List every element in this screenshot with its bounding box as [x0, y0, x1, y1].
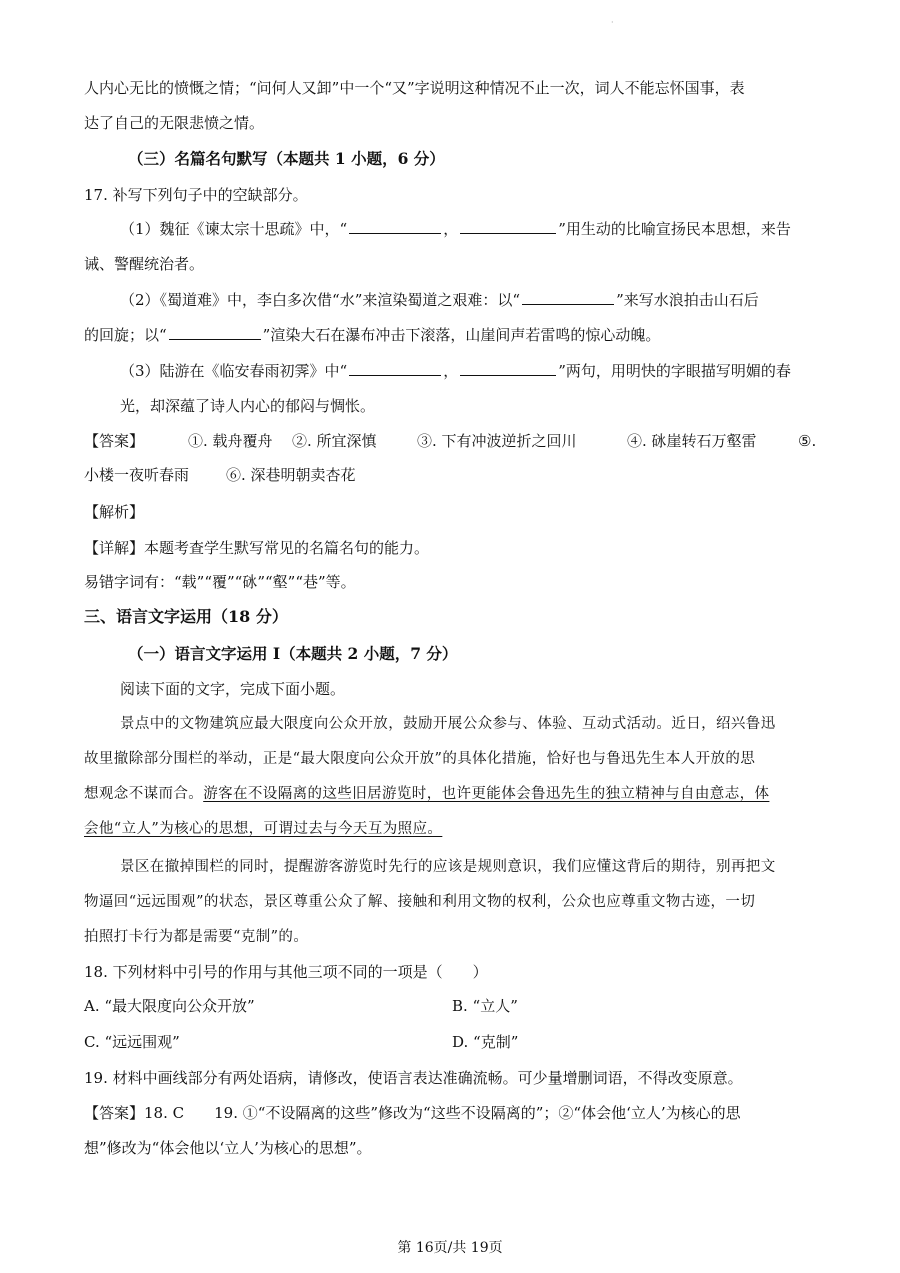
q18-option-d[interactable]: D. “克制”: [452, 1033, 519, 1051]
q17-p3-text-b: ，: [443, 362, 459, 380]
answer-item-1: ①. 载舟覆舟: [188, 432, 273, 450]
q18-option-b[interactable]: B. “立人”: [452, 997, 518, 1015]
answer-blank-1[interactable]: [349, 219, 441, 234]
q19-stem: 19. 材料中画线部分有两处语病，请修改，使语言表达准确流畅。可少量增删词语，不得改变原意。: [84, 1069, 743, 1087]
passage-line-2: 故里撤除部分围栏的举动，正是“最大限度向公众开放”的具体化措施，恰好也与鲁迅先生本人开放的思: [84, 751, 756, 767]
passage-line-7: 拍照打卡行为都是需要“克制”的。: [84, 929, 309, 945]
answer-item-3: ③. 下有冲波逆折之回川: [417, 432, 577, 450]
sub1-heading: （一）语言文字运用 Ⅰ（本题共 2 小题，7 分）: [128, 644, 458, 663]
q17-stem: 17. 补写下列句子中的空缺部分。: [84, 186, 308, 204]
q18-option-a[interactable]: A. “最大限度向公众开放”: [84, 997, 255, 1015]
intro-line-1: 人内心无比的愤慨之情；“问何人又卸”中一个“又”字说明这种情况不止一次，词人不能忘怀国事，表: [84, 79, 745, 97]
part3-heading: 三、语言文字运用（18 分）: [84, 607, 288, 626]
passage-line-6: 物逼回“远远围观”的状态，景区尊重公众了解、接触和利用文物的权利，公众也应尊重文物古迹，一切: [84, 894, 756, 910]
passage-line-3: [84, 783, 769, 805]
q17-p2-text-a: （2）《蜀道难》中，李白多次借“水”来渲染蜀道之艰难：以“: [120, 291, 521, 309]
underlined-sentence-part1: 游客在不设隔离的这些旧居游览时，也许更能体会鲁迅先生的独立精神与自由意志，体: [203, 786, 770, 802]
q17-part2-line1: [120, 289, 759, 311]
read-instruction: 阅读下面的文字，完成下面小题。: [120, 680, 346, 698]
q17-part1-line1: [120, 218, 791, 240]
page-footer: 第 16页/共 19页: [397, 1240, 503, 1256]
q17-answer-line1: [84, 430, 144, 452]
q17-part2-line2: [84, 324, 660, 346]
passage-line-5: 景区在撤掉围栏的同时，提醒游客游览时先行的应该是规则意识，我们应懂这背后的期待，别再把文: [120, 859, 776, 875]
q19-answer-line-2: 想”修改为“体会他以‘立人’为核心的思想”。: [84, 1139, 372, 1157]
q17-p3-text-c: ”两句，用明快的字眼描写明媚的春: [558, 362, 791, 380]
answer-item-5: 小楼一夜听春雨: [84, 466, 190, 484]
q17-p2-text-b: ”来写水浪拍击山石后: [616, 291, 759, 309]
answer-item-5-number: ⑤.: [798, 432, 817, 450]
q18-option-c[interactable]: C. “远远围观”: [84, 1033, 180, 1051]
q17-p1-text-c: ”用生动的比喻宣扬民本思想，来告: [558, 220, 791, 238]
passage-line-4: [84, 818, 442, 840]
detail-text: 【详解】本题考查学生默写常见的名篇名句的能力。: [84, 539, 430, 557]
underlined-sentence-part2: 会他“立人”为核心的思想，可谓过去与今天互为照应。: [84, 821, 443, 837]
typo-note: 易错字词有：“载”“覆”“砯”“壑”“巷”等。: [84, 573, 356, 591]
passage-line-1: 景点中的文物建筑应最大限度向公众开放，鼓励开展公众参与、体验、互动式活动。近日，绍兴鲁迅: [120, 716, 776, 732]
q17-p2-text-d: ”渲染大石在瀑布冲击下滚落，山崖间声若雷鸣的惊心动魄。: [262, 326, 661, 344]
q17-p2-text-c: 的回旋；以“: [84, 326, 167, 344]
q18-stem: 18. 下列材料中引号的作用与其他三项不同的一项是（ ）: [84, 963, 488, 981]
intro-line-2: 达了自己的无限悲愤之情。: [84, 114, 265, 132]
answer-blank-6[interactable]: [460, 361, 556, 376]
q17-part1-line2: 诫、警醒统治者。: [84, 255, 205, 273]
section3-heading: （三）名篇名句默写（本题共 1 小题，6 分）: [128, 149, 445, 168]
answer-item-6: ⑥. 深巷明朝卖杏花: [226, 466, 356, 484]
answer-blank-5[interactable]: [349, 361, 441, 376]
answer-item-4: ④. 砯崖转石万壑雷: [627, 432, 757, 450]
analysis-tag: 【解析】: [84, 503, 145, 521]
answer-tag: 【答案】: [84, 432, 145, 450]
answer-blank-4[interactable]: [169, 325, 261, 340]
answer-blank-3[interactable]: [522, 290, 614, 305]
q17-part3-line1: [120, 360, 791, 382]
answer-blank-2[interactable]: [460, 219, 556, 234]
q17-part3-line2: 光，却深蕴了诗人内心的郁闷与惆怅。: [120, 397, 376, 415]
q17-p1-text-a: （1）魏征《谏太宗十思疏》中，“: [120, 220, 348, 238]
passage-line-3-plain: 想观念不谋而合。: [84, 786, 204, 802]
q19-answer-line-1: 【答案】18. C 19. ①“不设隔离的这些”修改为“这些不设隔离的”；②“体会他‘立人’为核心的思: [84, 1104, 741, 1122]
q17-p1-text-b: ，: [443, 220, 459, 238]
answer-item-2: ②. 所宜深慎: [292, 432, 377, 450]
q17-p3-text-a: （3）陆游在《临安春雨初霁》中“: [120, 362, 348, 380]
top-dot: ·: [611, 18, 614, 27]
